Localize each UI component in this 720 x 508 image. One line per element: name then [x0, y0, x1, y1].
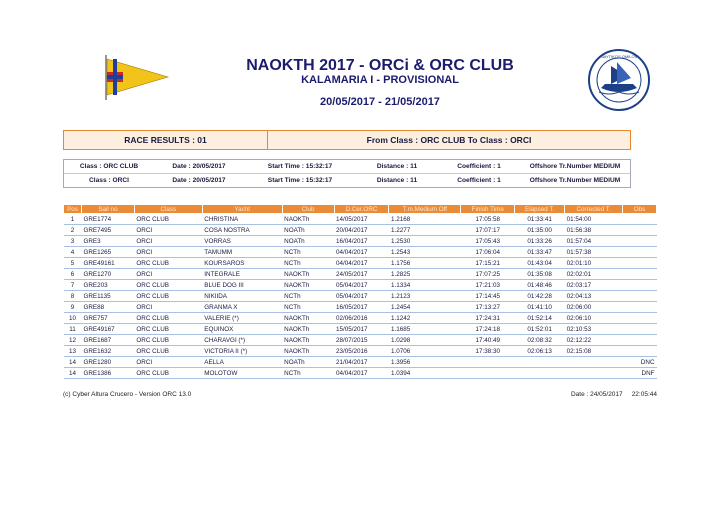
cell-dcer: 04/04/2017 [334, 368, 389, 379]
cell-tmm: 1.2123 [389, 291, 461, 302]
cell-finish: 17:13:27 [461, 302, 515, 313]
class-distance: Distance : 11 [376, 177, 418, 184]
cell-dcer: 21/04/2017 [334, 357, 389, 368]
cell-tmm: 1.1756 [389, 258, 461, 269]
cell-dcer: 20/04/2017 [334, 225, 389, 236]
cell-club: NAOKTh [282, 335, 334, 346]
table-row [64, 258, 657, 269]
table-row [64, 368, 657, 379]
table-row [64, 346, 657, 357]
class-info-row [64, 160, 630, 173]
cell-finish: 17:38:30 [461, 346, 515, 357]
col-header-sail: Sail no [81, 205, 134, 214]
cell-obs [623, 302, 657, 313]
cell-elapsed [515, 357, 565, 368]
results-header-row [64, 205, 657, 214]
cell-cls: ORC CLUB [134, 368, 202, 379]
cell-finish: 17:15:21 [461, 258, 515, 269]
cell-finish: 17:07:25 [461, 269, 515, 280]
cell-cls: ORC CLUB [134, 346, 202, 357]
cell-dcer: 05/04/2017 [334, 280, 389, 291]
cell-finish: 17:40:49 [461, 335, 515, 346]
race-results-label: RACE RESULTS : 01 [64, 131, 268, 149]
cell-obs [623, 236, 657, 247]
cell-finish: 17:05:43 [461, 236, 515, 247]
cell-sail: GRE757 [81, 313, 134, 324]
cell-pos: 7 [64, 280, 82, 291]
club-pennant-logo [100, 55, 170, 100]
cell-club: NAOKTh [282, 214, 334, 225]
cell-pos: 13 [64, 346, 82, 357]
col-header-finish: Finish Time [461, 205, 515, 214]
class-coefficient: Coefficient : 1 [457, 177, 501, 184]
cell-club: NOATh [282, 357, 334, 368]
cell-corrected [565, 368, 623, 379]
cell-cls: ORCI [134, 357, 202, 368]
class-range-label: From Class : ORC CLUB To Class : ORCI [366, 135, 532, 145]
col-header-elapsed: Elapsed T. [515, 205, 565, 214]
cell-finish: 17:24:31 [461, 313, 515, 324]
cell-obs [623, 346, 657, 357]
cell-obs [623, 258, 657, 269]
cell-tmm: 1.0706 [389, 346, 461, 357]
cell-elapsed: 01:35:08 [515, 269, 565, 280]
cell-finish: 17:21:03 [461, 280, 515, 291]
cell-corrected: 02:06:00 [565, 302, 623, 313]
cell-finish [461, 368, 515, 379]
cell-cls: ORCI [134, 225, 202, 236]
cell-club: NAOKTh [282, 313, 334, 324]
cell-pos: 9 [64, 302, 82, 313]
cell-tmm: 1.2454 [389, 302, 461, 313]
print-date: Date : 24/05/2017 [570, 391, 623, 398]
cell-elapsed: 01:52:01 [515, 324, 565, 335]
class-info-box [63, 159, 631, 188]
cell-dcer: 15/05/2017 [334, 324, 389, 335]
cell-yacht: CHRISTINA [202, 214, 282, 225]
cell-tmm: 1.2277 [389, 225, 461, 236]
cell-club: NAOKTh [282, 280, 334, 291]
cell-cls: ORCI [134, 236, 202, 247]
cell-dcer: 04/04/2017 [334, 247, 389, 258]
cell-obs [623, 214, 657, 225]
cell-yacht: INTEGRALE [202, 269, 282, 280]
cell-yacht: COSA NOSTRA [202, 225, 282, 236]
cell-corrected: 02:06:10 [565, 313, 623, 324]
cell-corrected: 01:54:00 [565, 214, 623, 225]
cell-dcer: 05/04/2017 [334, 291, 389, 302]
cell-sail: GRE49167 [81, 324, 134, 335]
cell-sail: GRE1687 [81, 335, 134, 346]
cell-elapsed [515, 368, 565, 379]
cell-pos: 10 [64, 313, 82, 324]
print-time: 22:05:44 [631, 391, 657, 398]
table-row [64, 357, 657, 368]
col-header-corrected: Corrected T. [565, 205, 623, 214]
cell-obs [623, 269, 657, 280]
table-row [64, 280, 657, 291]
cell-elapsed: 01:43:04 [515, 258, 565, 269]
cell-pos: 5 [64, 258, 82, 269]
cell-yacht: VORRAS [202, 236, 282, 247]
cell-dcer: 28/07/2015 [334, 335, 389, 346]
cell-club: NCTh [282, 291, 334, 302]
race-results-bar [63, 130, 631, 150]
cell-club: NCTh [282, 258, 334, 269]
cell-cls: ORC CLUB [134, 324, 202, 335]
cell-tmm: 1.2530 [389, 236, 461, 247]
col-header-class: Class [134, 205, 202, 214]
cell-yacht: CHARAVGI (*) [202, 335, 282, 346]
table-row [64, 324, 657, 335]
cell-yacht: KOURSAROS [202, 258, 282, 269]
cell-tmm: 1.0298 [389, 335, 461, 346]
cell-obs [623, 324, 657, 335]
class-coefficient: Coefficient : 1 [457, 163, 501, 170]
cell-yacht: MOLOTOW [202, 368, 282, 379]
cell-sail: GRE7495 [81, 225, 134, 236]
cell-club: NCTh [282, 368, 334, 379]
cell-elapsed: 02:08:32 [515, 335, 565, 346]
cell-corrected [565, 357, 623, 368]
cell-elapsed: 01:52:14 [515, 313, 565, 324]
cell-pos: 2 [64, 225, 82, 236]
cell-corrected: 01:57:38 [565, 247, 623, 258]
cell-elapsed: 01:33:41 [515, 214, 565, 225]
cell-pos: 1 [64, 214, 82, 225]
class-info-row [64, 173, 630, 187]
cell-dcer: 23/05/2016 [334, 346, 389, 357]
cell-cls: ORCI [134, 247, 202, 258]
cell-cls: ORC CLUB [134, 280, 202, 291]
cell-elapsed: 01:33:47 [515, 247, 565, 258]
class-date: Date : 20/05/2017 [172, 177, 226, 184]
cell-pos: 8 [64, 291, 82, 302]
cell-pos: 4 [64, 247, 82, 258]
cell-sail: GRE1632 [81, 346, 134, 357]
cell-yacht: EQUINOX [202, 324, 282, 335]
table-row [64, 335, 657, 346]
cell-obs: DNC [623, 357, 657, 368]
regatta-subtitle: KALAMARIA I - PROVISIONAL [301, 74, 459, 86]
class-name: Class : ORC CLUB [79, 163, 139, 170]
class-date: Date : 20/05/2017 [172, 163, 226, 170]
cell-sail: GRE88 [81, 302, 134, 313]
cell-sail: GRE49161 [81, 258, 134, 269]
cell-pos: 11 [64, 324, 82, 335]
cell-dcer: 24/05/2017 [334, 269, 389, 280]
cell-sail: GRE1265 [81, 247, 134, 258]
cell-club: NCTh [282, 247, 334, 258]
cell-dcer: 16/04/2017 [334, 236, 389, 247]
cell-corrected: 01:57:04 [565, 236, 623, 247]
cell-obs [623, 225, 657, 236]
cell-corrected: 02:03:17 [565, 280, 623, 291]
cell-yacht: BLUE DOG III [202, 280, 282, 291]
cell-yacht: TAMUMM [202, 247, 282, 258]
cell-yacht: NIKIIDA [202, 291, 282, 302]
cell-corrected: 02:01:10 [565, 258, 623, 269]
cell-club: NAOKTh [282, 324, 334, 335]
cell-elapsed: 01:33:26 [515, 236, 565, 247]
table-row [64, 214, 657, 225]
cell-elapsed: 01:42:28 [515, 291, 565, 302]
cell-obs [623, 313, 657, 324]
table-row [64, 225, 657, 236]
col-header-pos: Pos [64, 205, 82, 214]
print-timestamp [571, 391, 657, 398]
cell-pos: 14 [64, 368, 82, 379]
cell-yacht: VALERIE (*) [202, 313, 282, 324]
cell-yacht: GRANMA X [202, 302, 282, 313]
cell-tmm: 1.1334 [389, 280, 461, 291]
col-header-yacht: Yacht [202, 205, 282, 214]
cell-elapsed: 01:41:10 [515, 302, 565, 313]
cell-finish: 17:05:58 [461, 214, 515, 225]
cell-finish: 17:06:04 [461, 247, 515, 258]
cell-elapsed: 01:48:46 [515, 280, 565, 291]
association-seal-logo [587, 48, 651, 112]
table-row [64, 302, 657, 313]
cell-obs [623, 280, 657, 291]
cell-finish: 17:14:45 [461, 291, 515, 302]
cell-sail: GRE1280 [81, 357, 134, 368]
cell-corrected: 02:10:53 [565, 324, 623, 335]
cell-sail: GRE1774 [81, 214, 134, 225]
cell-club: NAOKTh [282, 269, 334, 280]
cell-sail: GRE1386 [81, 368, 134, 379]
class-offshore: Offshore Tr.Number MEDIUM [529, 177, 621, 184]
cell-sail: GRE1270 [81, 269, 134, 280]
cell-finish: 17:24:18 [461, 324, 515, 335]
cell-dcer: 02/06/2016 [334, 313, 389, 324]
col-header-dcer: D.Cer.ORC [334, 205, 389, 214]
svg-text:NAYTIKOS OMILOS: NAYTIKOS OMILOS [600, 54, 638, 59]
results-table [63, 204, 657, 379]
cell-tmm: 1.2825 [389, 269, 461, 280]
cell-obs [623, 247, 657, 258]
cell-tmm: 1.3956 [389, 357, 461, 368]
cell-yacht: AELLA [202, 357, 282, 368]
cell-corrected: 02:15:08 [565, 346, 623, 357]
class-distance: Distance : 11 [376, 163, 418, 170]
cell-pos: 14 [64, 357, 82, 368]
cell-cls: ORC CLUB [134, 291, 202, 302]
cell-finish: 17:07:17 [461, 225, 515, 236]
table-row [64, 313, 657, 324]
cell-corrected: 02:02:01 [565, 269, 623, 280]
cell-obs [623, 291, 657, 302]
cell-dcer: 16/05/2017 [334, 302, 389, 313]
col-header-obs: Obs [623, 205, 657, 214]
cell-elapsed: 02:06:13 [515, 346, 565, 357]
cell-cls: ORC CLUB [134, 313, 202, 324]
cell-pos: 12 [64, 335, 82, 346]
col-header-tmm: T.m.Medium Off [389, 205, 461, 214]
cell-sail: GRE3 [81, 236, 134, 247]
cell-pos: 3 [64, 236, 82, 247]
cell-cls: ORCI [134, 302, 202, 313]
cell-cls: ORCI [134, 269, 202, 280]
cell-tmm: 1.2543 [389, 247, 461, 258]
cell-finish [461, 357, 515, 368]
cell-corrected: 02:04:13 [565, 291, 623, 302]
class-name: Class : ORCI [89, 177, 129, 184]
cell-club: NCTh [282, 302, 334, 313]
software-credit: (c) Cyber Altura Crucero - Version ORC 13.0 [63, 391, 192, 398]
cell-obs [623, 335, 657, 346]
class-start-time: Start Time : 15:32:17 [267, 177, 333, 184]
cell-tmm: 1.1242 [389, 313, 461, 324]
cell-tmm: 1.2168 [389, 214, 461, 225]
cell-obs: DNF [623, 368, 657, 379]
cell-cls: ORC CLUB [134, 214, 202, 225]
table-row [64, 291, 657, 302]
class-offshore: Offshore Tr.Number MEDIUM [529, 163, 621, 170]
cell-sail: GRE1135 [81, 291, 134, 302]
cell-yacht: VICTORIA II (*) [202, 346, 282, 357]
cell-cls: ORC CLUB [134, 335, 202, 346]
cell-club: NOATh [282, 236, 334, 247]
cell-corrected: 01:56:38 [565, 225, 623, 236]
cell-cls: ORC CLUB [134, 258, 202, 269]
cell-pos: 6 [64, 269, 82, 280]
col-header-club: Club [282, 205, 334, 214]
cell-club: NAOKTh [282, 346, 334, 357]
cell-tmm: 1.1685 [389, 324, 461, 335]
cell-dcer: 14/05/2017 [334, 214, 389, 225]
table-row [64, 236, 657, 247]
table-row [64, 269, 657, 280]
cell-dcer: 04/04/2017 [334, 258, 389, 269]
regatta-dates: 20/05/2017 - 21/05/2017 [320, 96, 440, 108]
cell-elapsed: 01:35:00 [515, 225, 565, 236]
cell-sail: GRE203 [81, 280, 134, 291]
cell-tmm: 1.0394 [389, 368, 461, 379]
cell-club: NOATh [282, 225, 334, 236]
table-row [64, 247, 657, 258]
class-start-time: Start Time : 15:32:17 [267, 163, 333, 170]
cell-corrected: 02:12:22 [565, 335, 623, 346]
regatta-title: NAOKTH 2017 - ORCi & ORC CLUB [246, 57, 514, 74]
